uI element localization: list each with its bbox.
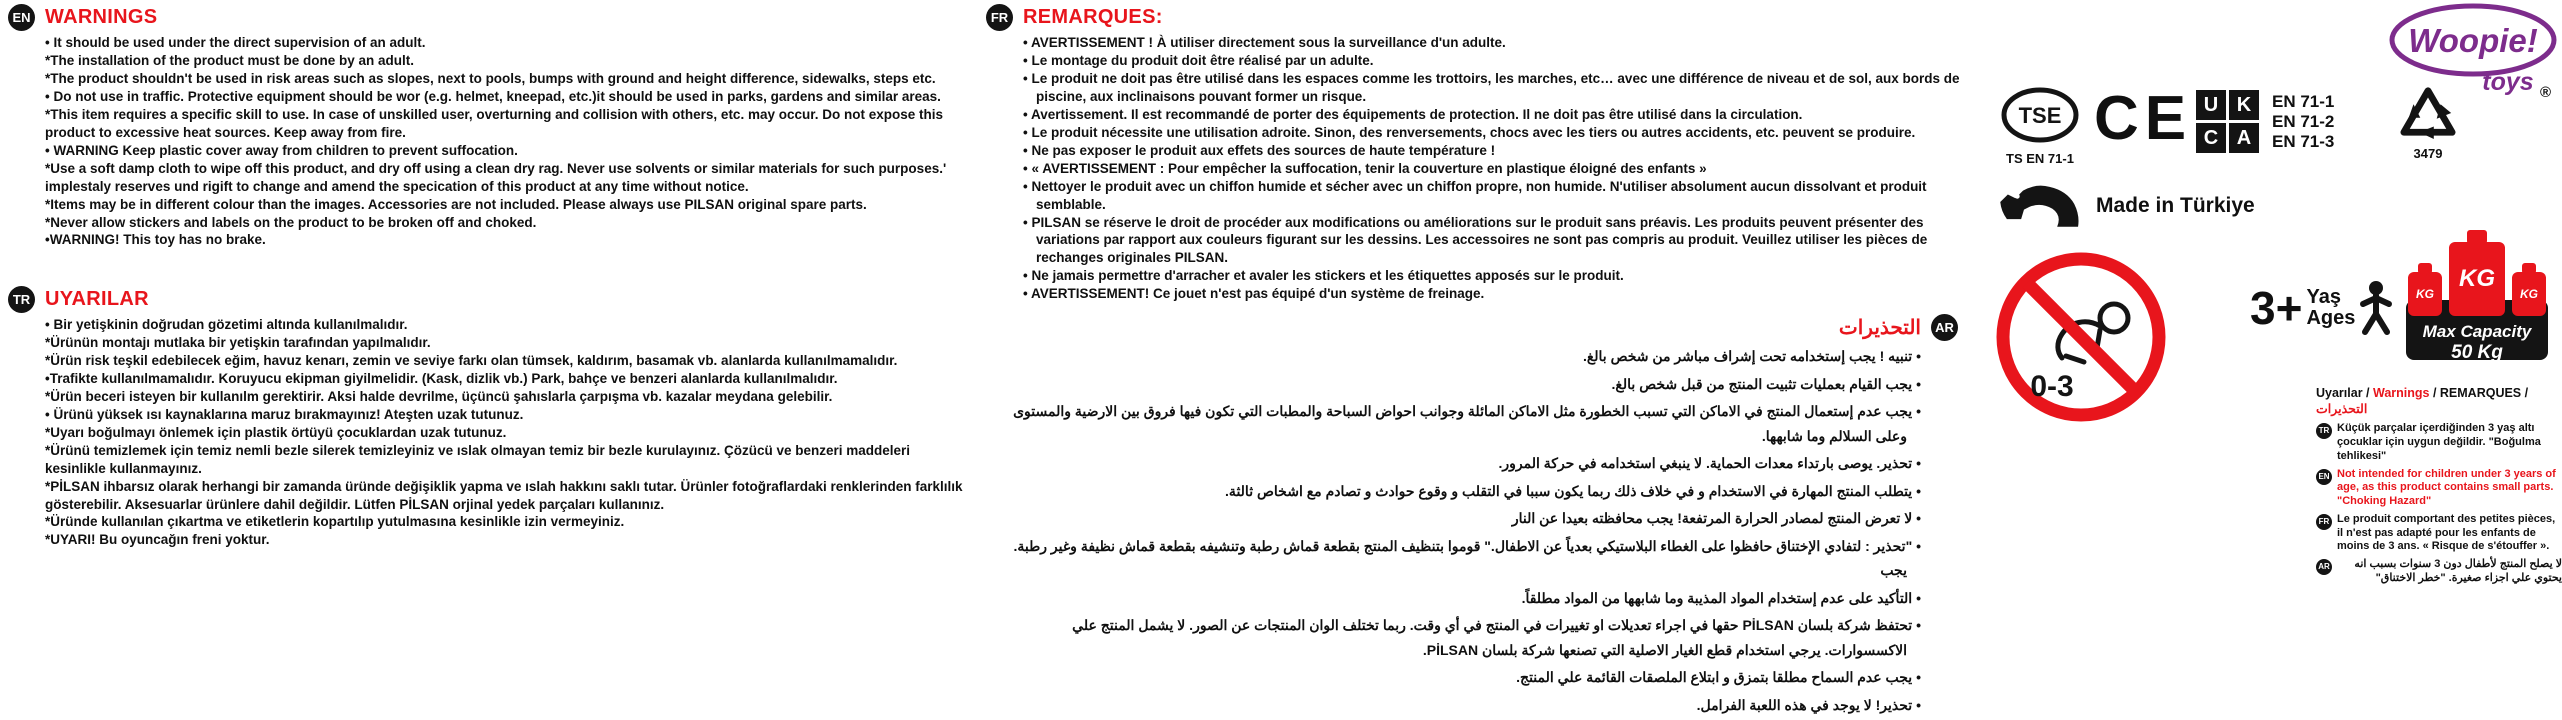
warning-line: *Use a soft damp cloth to wipe off this product, and dry off using a clean dry rag. Never use solvents or similar materials for such purposes.' implestaly reserves und rigift to change and amend the specication of this product at any time without notice. (45, 160, 947, 194)
standard-entry: EN 71-2 (2272, 112, 2335, 132)
ukca-letter: A (2229, 123, 2259, 153)
age-label-tr: Yaş (2306, 286, 2341, 308)
warning-line: • Nettoyer le produit avec un chiffon humide et sécher avec un chiffon propre, non humide. N'utiliser absolument aucun dissolvant et produit semblable. (1023, 178, 1927, 212)
warning-line: • WARNING Keep plastic cover away from children to prevent suffocation. (45, 142, 518, 158)
recycle-symbol (2396, 84, 2460, 161)
notice-text: Küçük parçalar içerdiğinden 3 yaş altı çocuklar için uygun değildir. "Boğulma tehlikesi" (2337, 422, 2541, 462)
warning-line: • يجب عدم السماح مطلقا بتمزق و ابتلاع الملصقات القائمة علي المنتج. (1516, 669, 1921, 685)
warning-line: • Bir yetişkinin doğrudan gözetimi altında kullanılmalıdır. (45, 317, 408, 332)
baby-icon (2100, 304, 2128, 332)
section-title-tr: UYARILAR (45, 288, 149, 310)
ce-mark: CE (2094, 84, 2193, 153)
section-header (986, 4, 1976, 31)
warning-line: • التأكيد على عدم إستخدام المواد المذيبة وما شابهها من المواد مطلقاً. (1521, 589, 1921, 606)
weight-icon-small: KG (2512, 272, 2546, 316)
brand-name: Woopie! (2408, 22, 2538, 59)
warning-line: • يجب عدم إستعمال المنتج في الاماكن التي تسبب الخطورة مثل الاماكن المائلة وجوانب احواض السباحة والمطبات التي تكون فيها فروق بين الارضية والمستوى وعلى السلالم وما شابهها. (1013, 403, 1921, 444)
warnings-section-tr (8, 286, 966, 549)
notice-text: لا يصلح المنتج لأطفال دون 3 سنوات بسبب انه يحتوي علي اجزاء صغيرة. "خطر الاختناق" (2354, 558, 2562, 584)
section-header (8, 286, 966, 313)
notice-text: Not intended for children under 3 years of age, as this product contains small parts. "Choking Hazard" (2337, 467, 2556, 507)
warning-line: • Le montage du produit doit être réalisé par un adulte. (1023, 52, 1374, 68)
registered-trademark-icon: ® (2540, 84, 2552, 101)
warnings-section-fr (986, 4, 1976, 303)
warning-line: • Ne pas exposer le produit aux effets des sources de haute température ! (1023, 142, 1496, 158)
small-parts-notice (2316, 386, 2562, 590)
age-number: 3+ (2250, 282, 2303, 334)
warning-line: • AVERTISSEMENT ! À utiliser directement sous la surveillance d'un adulte. (1023, 35, 1506, 50)
warning-line: *The installation of the product must be done by an adult. (45, 52, 415, 68)
made-in-label: Made in Türkiye (2096, 194, 2255, 217)
tse-label: TSE (2018, 103, 2062, 128)
section-title-ar: التحذيرات (1838, 317, 1921, 339)
section-header (8, 4, 966, 31)
notice-header (2316, 386, 2562, 417)
tse-standard: TS EN 71-1 (2006, 151, 2074, 166)
recycle-icon (2397, 84, 2459, 140)
warnings-section-en (8, 4, 966, 249)
warning-line: *Ürünü temizlemek için temiz nemli bezle silerek temizleyiniz ve ıslak olmayan temiz bir bezle kurulayınız. Çözücü ve benzeri maddeleri kesinlikle kullanmayınız. (45, 442, 911, 476)
lang-badge-en: EN (8, 4, 35, 31)
lang-badge-ar: AR (2316, 559, 2332, 575)
warning-line: • Avertissement. Il est recommandé de porter des équipements de protection. Il ne doit pas être utilisé dans la circulation. (1023, 106, 1803, 122)
age-grade (2250, 280, 2393, 336)
warning-line: • لا تعرض المنتج لمصادر الحرارة المرتفعة! يجب محافظته بعيدا عن النار (1511, 510, 1921, 526)
warning-line: • Le produit nécessite une utilisation adroite. Sinon, des renversements, chocs avec les tiers ou autres accidents, etc. peuvent se produire. (1023, 124, 1916, 140)
warning-lines-en (45, 34, 966, 249)
notice-item-tr (2316, 422, 2562, 463)
warning-line: • AVERTISSEMENT! Ce jouet n'est pas équipé d'un système de freinage. (1023, 286, 1485, 302)
age-restriction-0-3-icon (1990, 244, 2172, 435)
warning-line: • تحذير. يوصى بارتداء معدات الحماية. لا ينبغي استخدامه في حركة المرور. (1498, 455, 1921, 471)
warning-line: *PİLSAN ihbarsız olarak herhangi bir zamanda üründe değişiklik yapma ve ıslah hakkını saklı tutar. Ürünler fotoğraflardaki renklerinden farklılık gösterebilir. Aksesuarlar ürünlere dahil değildir. Lütfen PİLSAN orjinal yedek parçaları kullanınız. (45, 478, 963, 512)
warning-line: *Ürünün montajı mutlaka bir yetişkin tarafından yapılmalıdır. (45, 334, 431, 350)
warning-line: *Items may be in different colour than the images. Accessories are not included. Please always use PILSAN original spare parts. (45, 196, 867, 212)
brand-sub: toys (2482, 68, 2534, 96)
warning-line: • Do not use in traffic. Protective equipment should be wor (e.g. helmet, kneepad, etc.)it should be used in parks, gardens and similar areas. (45, 88, 941, 104)
en-standards-list (2272, 92, 2334, 152)
standard-entry: EN 71-3 (2272, 132, 2335, 152)
warning-line: *Uyarı boğulmayı önlemek için plastik örtüyü çocuklardan uzak tutunuz. (45, 424, 507, 440)
lang-badge-en: EN (2316, 469, 2332, 485)
warning-line: • PILSAN se réserve le droit de procéder aux modifications ou améliorations sur le produit sans préavis. Les produits peuvent présenter des variations par rapport aux couleurs figurant sur les dessins. Les accessoires ne sont pas compris au produit. Veuillez utiliser les pièces de rechanges originales PILSAN. (1023, 214, 1928, 266)
warning-lines-ar (986, 344, 1921, 717)
warning-line: • يتطلب المنتج المهارة في الاستخدام و في خلاف ذلك ربما يكون سببا في التقلب و وقوع حوادث و تصادم مع اشخاص ثالثة. (1225, 482, 1921, 499)
section-header (986, 314, 1958, 341)
warning-line: • "تحذير : لتفادي الإختناق حافظوا على الغطاء البلاستيكي بعدياً عن الاطفال." قوموا بتنظيف المنتج بقطعة قماش رطبة وتنشيفه بقطعة قماش نظيفة وغير رطبة. يجب (1013, 537, 1921, 578)
warning-line: • تنبيه ! يجب إستخدامه تحت إشراف مباشر من شخص بالغ. (1582, 348, 1921, 364)
warning-line: • يجب القيام بعمليات تثبيت المنتج من قبل شخص بالغ. (1611, 375, 1921, 392)
notice-item-en (2316, 468, 2562, 509)
notice-item-ar (2316, 558, 2562, 586)
notice-text: Le produit comportant des petites pièces, il n'est pas adapté pour les enfants de moins de 3 ans. « Risque de s'étouffer ». (2337, 512, 2556, 553)
notice-header-part: Uyarılar / (2316, 386, 2373, 400)
max-capacity-badge (2406, 232, 2548, 363)
warning-line: *Üründe kullanılan çıkartma ve etiketlerin kopartılıp yutulmasına kesinlikle izin vermeyiniz. (45, 514, 625, 530)
weight-icon-small: KG (2408, 272, 2442, 316)
section-title-en: WARNINGS (45, 6, 158, 28)
warning-line: *UYARI! Bu oyuncağın freni yoktur. (45, 532, 270, 548)
warning-line: *This item requires a specific skill to use. In case of unskilled user, overturning and collision with others, etc. may occur. Do not expose this product to excessive heat sources. Keep away from fire. (45, 106, 943, 140)
lang-badge-tr: TR (2316, 423, 2332, 439)
ukca-mark (2196, 90, 2259, 153)
warning-line: *Ürün risk teşkil edebilecek eğim, havuz kenarı, zemin ve seviye farkı olan tümsek, kaldırım, basamak vb. alanlarda kullanılmamalıdır. (45, 352, 898, 368)
warning-line: • « AVERTISSEMENT : Pour empêcher la suffocation, tenir la couverture en plastique éloigné des enfants » (1023, 160, 1707, 176)
ukca-letter: U (2196, 90, 2226, 120)
section-title-fr: REMARQUES: (1023, 6, 1163, 28)
lang-badge-fr: FR (986, 4, 1013, 31)
age-restriction-range: 0-3 (2030, 370, 2074, 403)
lang-badge-fr: FR (2316, 514, 2332, 530)
warning-line: *Ürün beceri isteyen bir kullanılm gerektirir. Aksi halde devrilme, üçüncü şahıslarla çarpışma vb. kazalar meydana gelebilir. (45, 388, 833, 404)
warning-line: *Never allow stickers and labels on the product to be broken off and choked. (45, 214, 537, 230)
standard-entry: EN 71-1 (2272, 92, 2335, 111)
notice-header-part: Warnings (2372, 386, 2430, 400)
capacity-value: 50 Kg (2451, 342, 2503, 363)
warning-line: • تحتفظ شركة بلسان PİLSAN حقها في اجراء تعديلات او تغييرات في المنتج في أي وقت. ربما تختلف الوان المنتجات عن الصور. لا يشمل المنتج علي الاكسسوارات. يرجي استخدام قطع الغيار الاصلية التي تصنعها شركة بلسان PİLSAN. (1072, 617, 1921, 658)
tse-logo-icon (2000, 86, 2080, 144)
age-label-en: Ages (2306, 307, 2356, 329)
recycle-code: 3479 (2413, 146, 2443, 161)
lang-badge-tr: TR (8, 286, 35, 313)
warning-line: • Ürünü yüksek ısı kaynaklarına maruz bırakmayınız! Ateşten uzak tutunuz. (45, 406, 524, 422)
capacity-title: Max Capacity (2422, 322, 2532, 341)
warning-line: *The product shouldn't be used in risk areas such as slopes, next to pools, bumps with ground and height difference, sidewalks, steps etc. (45, 70, 936, 86)
notice-header-part: التحذيرات (2316, 401, 2368, 416)
warnings-section-ar (986, 314, 1958, 720)
warning-lines-tr (45, 316, 966, 549)
warning-line: • It should be used under the direct supervision of an adult. (45, 35, 426, 50)
weight-icon-large: KG (2449, 242, 2505, 316)
crocodile-icon (1994, 166, 2090, 245)
warning-line: • Ne jamais permettre d'arracher et avaler les stickers et les étiquettes apposés sur le produit. (1023, 268, 1624, 284)
warning-line: •Trafikte kullanılmamalıdır. Koruyucu ekipman giyilmelidir. (Kask, dizlik vb.) Park, bahçe ve benzeri alanlarda kullanılmalıdır. (45, 370, 838, 386)
warning-line: • تحذير! لا يوجد في هذه اللعبة الفرامل. (1696, 696, 1921, 713)
ukca-letter: C (2196, 123, 2226, 153)
ukca-letter: K (2229, 90, 2259, 120)
warning-line: • Le produit ne doit pas être utilisé dans les espaces comme les trottoirs, les marches, etc… avec une différence de niveau et de sol, aux bords de piscine, aux inclinaisons pouvant former un risque. (1023, 70, 1960, 104)
warning-line: •WARNING! This toy has no brake. (45, 232, 266, 248)
lang-badge-ar: AR (1931, 314, 1958, 341)
notice-item-fr (2316, 513, 2562, 554)
notice-header-part: / REMARQUES / (2429, 386, 2529, 400)
tse-certification (1996, 86, 2084, 166)
child-figure-icon (2359, 280, 2393, 336)
warning-lines-fr (1023, 34, 1976, 303)
